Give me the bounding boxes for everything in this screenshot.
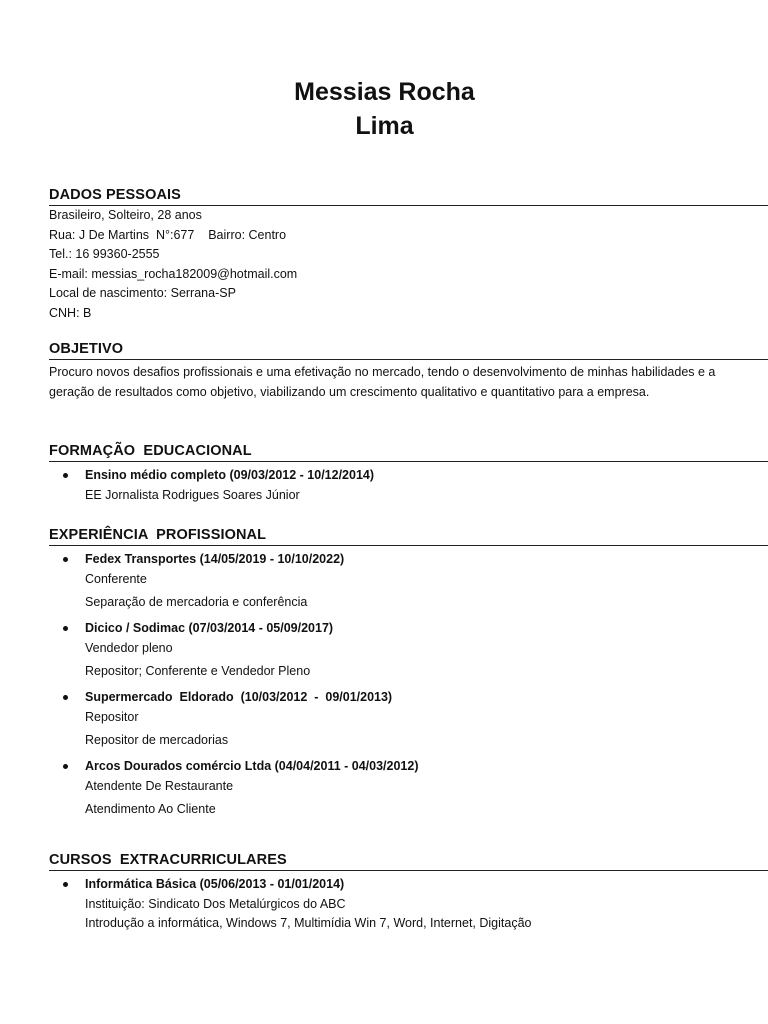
experience-role: Vendedor pleno [85, 640, 173, 655]
experience-desc: Repositor; Conferente e Vendedor Pleno [85, 663, 311, 678]
section-courses [49, 851, 768, 934]
course-head: Informática Básica (05/06/2013 - 01/01/2014) [85, 877, 345, 891]
section-title-personal: DADOS PESSOAIS [49, 186, 768, 206]
experience-head: Dicico / Sodimac (07/03/2014 - 05/09/2017) [85, 621, 334, 635]
personal-line: Tel.: 16 99360-2555 [49, 247, 160, 261]
personal-line: E-mail: messias_rocha182009@hotmail.com [49, 266, 298, 281]
course-desc: Introdução a informática, Windows 7, Multimídia Win 7, Word, Internet, Digitação [85, 916, 532, 930]
bullet-icon [63, 557, 68, 562]
experience-desc: Atendimento Ao Cliente [85, 801, 216, 816]
experience-head: Fedex Transportes (14/05/2019 - 10/10/2022) [85, 552, 345, 566]
section-personal [49, 186, 768, 323]
section-title-experience: EXPERIÊNCIA PROFISSIONAL [49, 526, 768, 546]
name-line-1: Messias Rocha [294, 78, 475, 106]
experience-role: Repositor [85, 709, 139, 724]
name-line-2: Lima [355, 112, 414, 140]
section-experience [49, 526, 768, 819]
experience-head: Arcos Dourados comércio Ltda (04/04/2011 - 04/03/2012) [85, 759, 419, 773]
bullet-icon [63, 882, 68, 887]
bullet-icon [63, 695, 68, 700]
personal-line: Rua: J De Martins N°:677 Bairro: Centro [49, 227, 287, 242]
experience-role: Conferente [85, 571, 147, 586]
experience-item [49, 550, 768, 612]
education-school: EE Jornalista Rodrigues Soares Júnior [85, 487, 300, 502]
experience-item [49, 688, 768, 750]
section-title-courses: CURSOS EXTRACURRICULARES [49, 851, 768, 871]
personal-line: Brasileiro, Solteiro, 28 anos [49, 208, 202, 222]
bullet-icon [63, 626, 68, 631]
section-title-objective: OBJETIVO [49, 340, 768, 360]
section-objective [49, 340, 768, 402]
objective-text: Procuro novos desafios profissionais e uma efetivação no mercado, tendo o desenvolvimento de minhas habilidades e a geração de resultados como objetivo, viabilizando um crescimento qualitativo e quantitativo para a empresa. [49, 365, 716, 399]
section-title-education: FORMAÇÃO EDUCACIONAL [49, 442, 768, 462]
experience-desc: Repositor de mercadorias [85, 732, 229, 747]
personal-line: CNH: B [49, 305, 92, 320]
bullet-icon [63, 764, 68, 769]
candidate-name [49, 75, 720, 143]
personal-line: Local de nascimento: Serrana-SP [49, 286, 236, 300]
experience-item [49, 619, 768, 681]
education-head: Ensino médio completo (09/03/2012 - 10/12/2014) [85, 468, 375, 482]
education-item [49, 466, 768, 505]
experience-head: Supermercado Eldorado (10/03/2012 - 09/01/2013) [85, 690, 393, 704]
experience-item [49, 757, 768, 819]
course-item [49, 875, 768, 934]
experience-desc: Separação de mercadoria e conferência [85, 594, 308, 609]
course-institution: Instituição: Sindicato Dos Metalúrgicos do ABC [85, 896, 346, 911]
bullet-icon [63, 473, 68, 478]
section-education [49, 442, 768, 505]
experience-role: Atendente De Restaurante [85, 778, 234, 793]
